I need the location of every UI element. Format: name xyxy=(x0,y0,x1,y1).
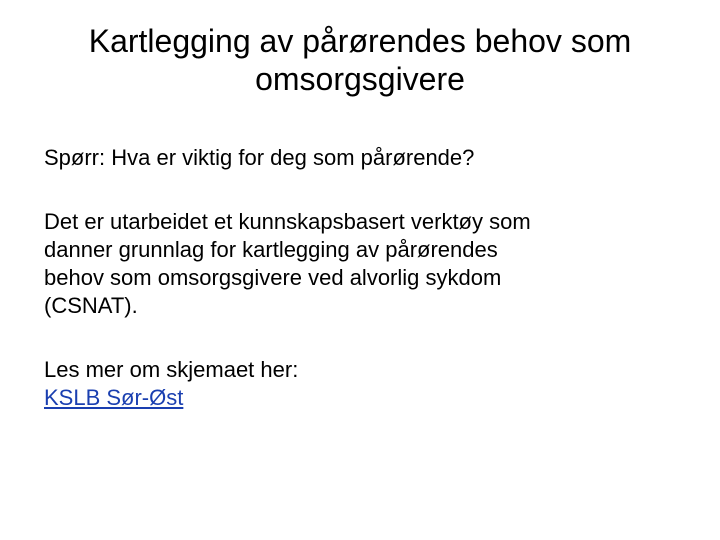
read-more-text: Les mer om skjemaet her: xyxy=(44,357,299,382)
slide-body xyxy=(44,144,684,412)
description-line-4: (CSNAT). xyxy=(44,293,138,318)
description-line-2: danner grunnlag for kartlegging av pårørendes xyxy=(44,237,498,262)
slide-title-line-1: Kartlegging av pårørendes behov som xyxy=(88,23,632,59)
description-line-1: Det er utarbeidet et kunnskapsbasert verktøy som xyxy=(44,209,531,234)
slide-title-line-2: omsorgsgivere xyxy=(255,61,465,98)
description-paragraph xyxy=(44,208,684,320)
slide-title xyxy=(30,22,690,99)
description-line-3: behov som omsorgsgivere ved alvorlig sykdom xyxy=(44,265,502,290)
read-more-paragraph xyxy=(44,356,684,412)
kslb-link[interactable]: KSLB Sør-Øst xyxy=(44,385,184,410)
question-text: Spørr: Hva er viktig for deg som pårørende? xyxy=(44,145,475,170)
